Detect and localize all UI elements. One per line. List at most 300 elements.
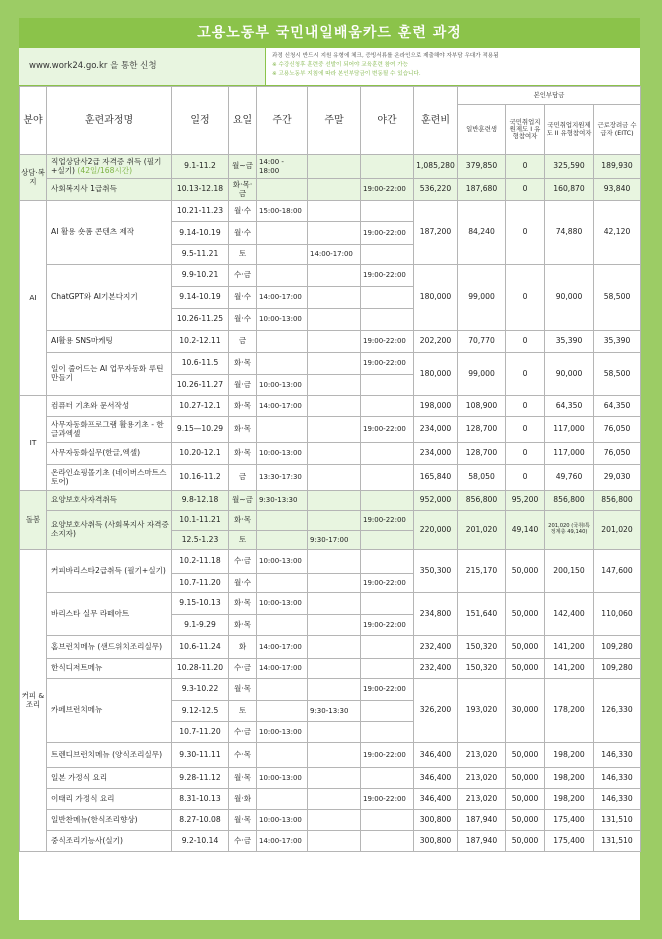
- course-name-cell: [47, 831, 172, 852]
- course-name-cell: [47, 679, 172, 743]
- night-cell: 19:00-22:00: [361, 574, 414, 593]
- period-cell: 10.13-12.18: [172, 179, 229, 201]
- table-row: [20, 593, 641, 615]
- eitc-cell: 29,030: [594, 465, 641, 491]
- daytime-cell: 14:00 - 18:00: [257, 155, 308, 179]
- table-row: [20, 810, 641, 831]
- course-name-cell: [47, 743, 172, 768]
- general-cell: 70,770: [458, 331, 506, 353]
- period-cell: 10.6-11.5: [172, 353, 229, 375]
- division-cell: 돌봄: [20, 491, 47, 550]
- course-name-cell: [47, 810, 172, 831]
- daytime-cell: [257, 789, 308, 810]
- header-daytime: 주간: [257, 87, 308, 155]
- day-cell: 월·화: [229, 789, 257, 810]
- table-row: [20, 743, 641, 768]
- table-row: [20, 443, 641, 465]
- weekend-cell: [308, 659, 361, 679]
- course-rows: [20, 155, 641, 852]
- course-name-cell: [47, 768, 172, 789]
- day-cell: 화·목: [229, 396, 257, 417]
- type2-cell: 175,400: [545, 810, 594, 831]
- fee-cell: 536,220: [414, 179, 458, 201]
- eitc-cell: 146,330: [594, 743, 641, 768]
- type1-cell: 50,000: [506, 768, 545, 789]
- course-name: AI 활용 숏폼 콘텐츠 제작: [51, 227, 135, 237]
- period-cell: 10.16-11.2: [172, 465, 229, 491]
- weekend-cell: [308, 375, 361, 396]
- period-cell: 9.5-11.21: [172, 245, 229, 265]
- type1-cell: 0: [506, 465, 545, 491]
- daytime-cell: 13:30-17:30: [257, 465, 308, 491]
- type1-cell: 0: [506, 265, 545, 331]
- night-cell: 19:00-22:00: [361, 265, 414, 287]
- type1-cell: 50,000: [506, 789, 545, 810]
- type2-cell: 117,000: [545, 443, 594, 465]
- table-row: [20, 179, 641, 201]
- course-name: 일이 줄어드는 AI 업무자동화 루틴만들기: [51, 364, 164, 382]
- period-cell: 10.27-12.1: [172, 396, 229, 417]
- daytime-cell: [257, 353, 308, 375]
- night-cell: [361, 443, 414, 465]
- type2-cell: 117,000: [545, 417, 594, 443]
- weekend-cell: [308, 550, 361, 574]
- course-name: 사무자동화실무(한글,엑셀): [51, 448, 141, 458]
- fee-cell: 326,200: [414, 679, 458, 743]
- daytime-cell: [257, 417, 308, 443]
- table-row: [20, 789, 641, 810]
- period-cell: 10.2-11.18: [172, 550, 229, 574]
- day-cell: 금: [229, 331, 257, 353]
- header-division: 분야: [20, 87, 47, 155]
- general-cell: 213,020: [458, 743, 506, 768]
- general-cell: 128,700: [458, 443, 506, 465]
- daytime-cell: [257, 331, 308, 353]
- course-name-cell: [47, 443, 172, 465]
- fee-cell: 300,800: [414, 831, 458, 852]
- night-cell: 19:00-22:00: [361, 743, 414, 768]
- table-row: [20, 636, 641, 659]
- eitc-cell: 146,330: [594, 768, 641, 789]
- day-cell: 수·금: [229, 265, 257, 287]
- type1-cell: 0: [506, 201, 545, 265]
- night-cell: 19:00-22:00: [361, 789, 414, 810]
- general-cell: 187,940: [458, 831, 506, 852]
- course-name-cell: [47, 659, 172, 679]
- eitc-cell: 76,050: [594, 417, 641, 443]
- day-cell: 화·목: [229, 615, 257, 636]
- period-cell: 10.26-11.27: [172, 375, 229, 396]
- period-cell: 9.3-10.22: [172, 679, 229, 701]
- course-name: 직업상담사2급 자격증 취득 (필기+실기): [51, 156, 162, 175]
- course-name: 사무자동화프로그램 활용기초 - 한글과엑셀: [51, 419, 164, 438]
- course-name: 트렌디브런치메뉴 (양식조리실무): [51, 749, 163, 759]
- general-cell: 84,240: [458, 201, 506, 265]
- type2-cell: 198,200: [545, 743, 594, 768]
- daytime-cell: [257, 179, 308, 201]
- eitc-cell: 131,510: [594, 831, 641, 852]
- course-name: 중식조리기능사(실기): [51, 835, 123, 845]
- type1-cell: 0: [506, 443, 545, 465]
- course-name: 컴퓨터 기초와 문서작성: [51, 400, 130, 410]
- day-cell: 월~금: [229, 155, 257, 179]
- day-cell: 화·목: [229, 511, 257, 531]
- night-cell: [361, 810, 414, 831]
- general-cell: 856,800: [458, 491, 506, 511]
- type1-cell: 0: [506, 353, 545, 396]
- course-name: 사회복지사 1급취득: [51, 184, 117, 194]
- day-cell: 화·목: [229, 417, 257, 443]
- daytime-cell: [257, 701, 308, 722]
- night-cell: [361, 465, 414, 491]
- course-name-cell: [47, 593, 172, 636]
- fee-cell: 952,000: [414, 491, 458, 511]
- course-hours: (42일/168시간): [75, 165, 133, 175]
- course-name: 카페브런치메뉴: [51, 705, 103, 715]
- type2-cell: 142,400: [545, 593, 594, 636]
- course-name-cell: [47, 491, 172, 511]
- course-name: 요양보호사자격취득: [51, 495, 118, 505]
- division-cell: IT: [20, 396, 47, 491]
- night-cell: [361, 636, 414, 659]
- header-general: 일반훈련생: [458, 105, 506, 155]
- daytime-cell: 10:00-13:00: [257, 768, 308, 789]
- course-name: 홈브런치메뉴 (샌드위치조리실무): [51, 641, 163, 651]
- period-cell: 9.15—10.29: [172, 417, 229, 443]
- night-cell: 19:00-22:00: [361, 679, 414, 701]
- daytime-cell: 10:00-13:00: [257, 593, 308, 615]
- weekend-cell: [308, 222, 361, 245]
- type1-cell: 0: [506, 331, 545, 353]
- type2-cell: 198,200: [545, 768, 594, 789]
- weekend-cell: [308, 743, 361, 768]
- general-cell: 193,020: [458, 679, 506, 743]
- eitc-cell: 110,060: [594, 593, 641, 636]
- weekend-cell: [308, 679, 361, 701]
- weekend-cell: [308, 789, 361, 810]
- fee-cell: 232,400: [414, 659, 458, 679]
- weekend-cell: [308, 831, 361, 852]
- period-cell: 9.15-10.13: [172, 593, 229, 615]
- header-period: 일정: [172, 87, 229, 155]
- type2-cell: 856,800: [545, 491, 594, 511]
- period-cell: 9.30-11.11: [172, 743, 229, 768]
- day-cell: 월·목: [229, 810, 257, 831]
- period-cell: 10.21-11.23: [172, 201, 229, 222]
- notice-text: [266, 48, 640, 85]
- fee-cell: 220,000: [414, 511, 458, 550]
- general-cell: 213,020: [458, 768, 506, 789]
- type2-cell: 201,020 (국취Ⅰ특정계층 49,140): [545, 511, 594, 550]
- period-cell: 10.2-12.11: [172, 331, 229, 353]
- day-cell: 월·목: [229, 768, 257, 789]
- fee-cell: 300,800: [414, 810, 458, 831]
- type1-cell: 50,000: [506, 636, 545, 659]
- fee-cell: 234,000: [414, 443, 458, 465]
- weekend-cell: [308, 593, 361, 615]
- night-cell: [361, 491, 414, 511]
- period-cell: 8.27-10.08: [172, 810, 229, 831]
- table-row: [20, 550, 641, 574]
- day-cell: 화: [229, 636, 257, 659]
- general-cell: 151,640: [458, 593, 506, 636]
- period-cell: 9.1-9.29: [172, 615, 229, 636]
- fee-cell: 346,400: [414, 768, 458, 789]
- weekend-cell: [308, 768, 361, 789]
- night-cell: [361, 309, 414, 331]
- type2-cell: 90,000: [545, 353, 594, 396]
- type1-cell: 50,000: [506, 659, 545, 679]
- daytime-cell: 10:00-13:00: [257, 550, 308, 574]
- course-name-cell: [47, 465, 172, 491]
- fee-cell: 350,300: [414, 550, 458, 593]
- period-cell: 12.5-1.23: [172, 531, 229, 550]
- fee-cell: 198,000: [414, 396, 458, 417]
- table-row: [20, 353, 641, 375]
- course-name: 일본 가정식 요리: [51, 772, 108, 782]
- type2-cell: 198,200: [545, 789, 594, 810]
- weekend-cell: [308, 574, 361, 593]
- eitc-cell: 126,330: [594, 679, 641, 743]
- day-cell: 수·금: [229, 550, 257, 574]
- notice-line: 과정 신청시 반드시 지원 유형에 체크, 증빙서류를 온라인으로 제출해야 자부담 우대가 적용됨: [272, 53, 499, 59]
- apply-site-text: www.work24.go.kr 을 통한 신청: [19, 48, 266, 85]
- night-cell: 19:00-22:00: [361, 222, 414, 245]
- day-cell: 월·수: [229, 574, 257, 593]
- header-self-pay: 본인부담금: [458, 87, 641, 105]
- night-cell: [361, 155, 414, 179]
- course-name: AI활용 SNS마케팅: [51, 336, 113, 346]
- table-row: [20, 831, 641, 852]
- weekend-cell: 14:00-17:00: [308, 245, 361, 265]
- general-cell: 150,320: [458, 636, 506, 659]
- day-cell: 월·수: [229, 201, 257, 222]
- weekend-cell: [308, 810, 361, 831]
- weekend-cell: [308, 179, 361, 201]
- eitc-cell: 131,510: [594, 810, 641, 831]
- daytime-cell: 10:00-13:00: [257, 810, 308, 831]
- header-course: 훈련과정명: [47, 87, 172, 155]
- table-row: [20, 768, 641, 789]
- weekend-cell: [308, 201, 361, 222]
- day-cell: 수·목: [229, 743, 257, 768]
- table-row: [20, 201, 641, 222]
- daytime-cell: [257, 222, 308, 245]
- course-name: 일반찬메뉴(한식조리향상): [51, 814, 138, 824]
- course-name: ChatGPT와 AI기본다지기: [51, 292, 138, 302]
- night-cell: [361, 375, 414, 396]
- eitc-cell: 146,330: [594, 789, 641, 810]
- fee-cell: 346,400: [414, 789, 458, 810]
- table-row: [20, 659, 641, 679]
- type2-cell: 178,200: [545, 679, 594, 743]
- course-name-cell: [47, 636, 172, 659]
- table-row: [20, 679, 641, 701]
- daytime-cell: 14:00-17:00: [257, 396, 308, 417]
- fee-cell: 234,000: [414, 417, 458, 443]
- header-fee: 훈련비: [414, 87, 458, 155]
- day-cell: 월·수: [229, 222, 257, 245]
- notice-line: ※ 수강신청후 훈련중 선발이 되어야 교육훈련 참여 가능: [272, 62, 409, 68]
- day-cell: 월·수: [229, 309, 257, 331]
- period-cell: 10.6-11.24: [172, 636, 229, 659]
- day-cell: 토: [229, 531, 257, 550]
- course-name-cell: [47, 155, 172, 179]
- fee-cell: 202,200: [414, 331, 458, 353]
- night-cell: 19:00-22:00: [361, 179, 414, 201]
- info-bar: [19, 48, 640, 86]
- eitc-cell: 189,930: [594, 155, 641, 179]
- eitc-cell: 109,280: [594, 636, 641, 659]
- day-cell: 토: [229, 245, 257, 265]
- night-cell: [361, 659, 414, 679]
- daytime-cell: 15:00-18:00: [257, 201, 308, 222]
- period-cell: 10.7-11.20: [172, 722, 229, 743]
- daytime-cell: [257, 743, 308, 768]
- division-cell: 커피 & 조리: [20, 550, 47, 852]
- course-name-cell: [47, 511, 172, 550]
- page-title: 고용노동부 국민내일배움카드 훈련 과정: [19, 18, 640, 48]
- weekend-cell: [308, 615, 361, 636]
- weekend-cell: [308, 511, 361, 531]
- table-row: [20, 331, 641, 353]
- table-row: [20, 511, 641, 531]
- weekend-cell: [308, 155, 361, 179]
- period-cell: 10.26-11.25: [172, 309, 229, 331]
- header-type1: 국민취업지원제도 I 유형참여자: [506, 105, 545, 155]
- weekend-cell: [308, 465, 361, 491]
- daytime-cell: 14:00-17:00: [257, 636, 308, 659]
- period-cell: 9.9-10.21: [172, 265, 229, 287]
- table-row: [20, 265, 641, 287]
- weekend-cell: [308, 417, 361, 443]
- course-name: 온라인쇼핑몰기초 (네이버스마트스토어): [51, 467, 167, 486]
- course-name-cell: [47, 331, 172, 353]
- header-eitc: 근로장려금 수급자 (EITC): [594, 105, 641, 155]
- daytime-cell: 10:00-13:00: [257, 443, 308, 465]
- eitc-cell: 35,390: [594, 331, 641, 353]
- general-cell: 187,680: [458, 179, 506, 201]
- night-cell: 19:00-22:00: [361, 615, 414, 636]
- night-cell: [361, 201, 414, 222]
- course-name-cell: [47, 550, 172, 593]
- type1-cell: 95,200: [506, 491, 545, 511]
- course-name: 커피바리스타2급취득 (필기+실기): [51, 565, 166, 575]
- period-cell: 10.7-11.20: [172, 574, 229, 593]
- night-cell: [361, 593, 414, 615]
- eitc-cell: 93,840: [594, 179, 641, 201]
- daytime-cell: [257, 265, 308, 287]
- course-name: 바리스타 실무 라떼아트: [51, 608, 130, 618]
- type1-cell: 50,000: [506, 810, 545, 831]
- fee-cell: 234,800: [414, 593, 458, 636]
- day-cell: 화·목: [229, 353, 257, 375]
- course-name: 한식디저트메뉴: [51, 663, 103, 673]
- type1-cell: 30,000: [506, 679, 545, 743]
- weekend-cell: [308, 722, 361, 743]
- type1-cell: 0: [506, 396, 545, 417]
- type1-cell: 50,000: [506, 593, 545, 636]
- weekend-cell: [308, 636, 361, 659]
- division-cell: AI: [20, 201, 47, 396]
- general-cell: 108,900: [458, 396, 506, 417]
- type1-cell: 50,000: [506, 743, 545, 768]
- day-cell: 수·금: [229, 659, 257, 679]
- general-cell: 187,940: [458, 810, 506, 831]
- type1-cell: 0: [506, 179, 545, 201]
- daytime-cell: 14:00-17:00: [257, 287, 308, 309]
- weekend-cell: [308, 396, 361, 417]
- type2-cell: 141,200: [545, 659, 594, 679]
- day-cell: 화·목·금: [229, 179, 257, 201]
- type1-cell: 50,000: [506, 831, 545, 852]
- day-cell: 월·금: [229, 375, 257, 396]
- day-cell: 수·금: [229, 831, 257, 852]
- header-night: 야간: [361, 87, 414, 155]
- course-name: 요양보호사취득 (사회복지사 자격증 소지자): [51, 520, 169, 538]
- period-cell: 9.14-10.19: [172, 222, 229, 245]
- fee-cell: 180,000: [414, 265, 458, 331]
- night-cell: [361, 701, 414, 722]
- night-cell: [361, 245, 414, 265]
- period-cell: 10.1-11.21: [172, 511, 229, 531]
- type2-cell: 141,200: [545, 636, 594, 659]
- night-cell: 19:00-22:00: [361, 511, 414, 531]
- daytime-cell: 10:00-13:00: [257, 309, 308, 331]
- period-cell: 9.12-12.5: [172, 701, 229, 722]
- course-name-cell: [47, 417, 172, 443]
- night-cell: [361, 287, 414, 309]
- fee-cell: 232,400: [414, 636, 458, 659]
- eitc-cell: 856,800: [594, 491, 641, 511]
- general-cell: 150,320: [458, 659, 506, 679]
- day-cell: 금: [229, 465, 257, 491]
- period-cell: 9.28-11.12: [172, 768, 229, 789]
- type2-cell: 49,760: [545, 465, 594, 491]
- weekend-cell: [308, 309, 361, 331]
- type2-cell: 160,870: [545, 179, 594, 201]
- daytime-cell: [257, 615, 308, 636]
- eitc-cell: 42,120: [594, 201, 641, 265]
- notice-line: ※ 고용노동부 지침에 따라 본인부담금이 변동될 수 있습니다.: [272, 71, 421, 77]
- general-cell: 128,700: [458, 417, 506, 443]
- general-cell: 58,050: [458, 465, 506, 491]
- division-cell: 상담·복지: [20, 155, 47, 201]
- period-cell: 9.14-10.19: [172, 287, 229, 309]
- night-cell: [361, 768, 414, 789]
- course-name-cell: [47, 789, 172, 810]
- fee-cell: 346,400: [414, 743, 458, 768]
- fee-cell: 1,085,280: [414, 155, 458, 179]
- period-cell: 10.20-12.1: [172, 443, 229, 465]
- night-cell: 19:00-22:00: [361, 353, 414, 375]
- weekend-cell: [308, 331, 361, 353]
- period-cell: 8.31-10.13: [172, 789, 229, 810]
- eitc-cell: 64,350: [594, 396, 641, 417]
- general-cell: 99,000: [458, 353, 506, 396]
- course-sheet: [19, 18, 640, 920]
- daytime-cell: 10:00-13:00: [257, 375, 308, 396]
- night-cell: [361, 550, 414, 574]
- daytime-cell: 10:00-13:00: [257, 722, 308, 743]
- weekend-cell: 9:30-13:30: [308, 701, 361, 722]
- type2-cell: 175,400: [545, 831, 594, 852]
- table-row: [20, 155, 641, 179]
- type2-cell: 64,350: [545, 396, 594, 417]
- course-table: [19, 86, 641, 852]
- type2-cell: 74,880: [545, 201, 594, 265]
- eitc-cell: 201,020: [594, 511, 641, 550]
